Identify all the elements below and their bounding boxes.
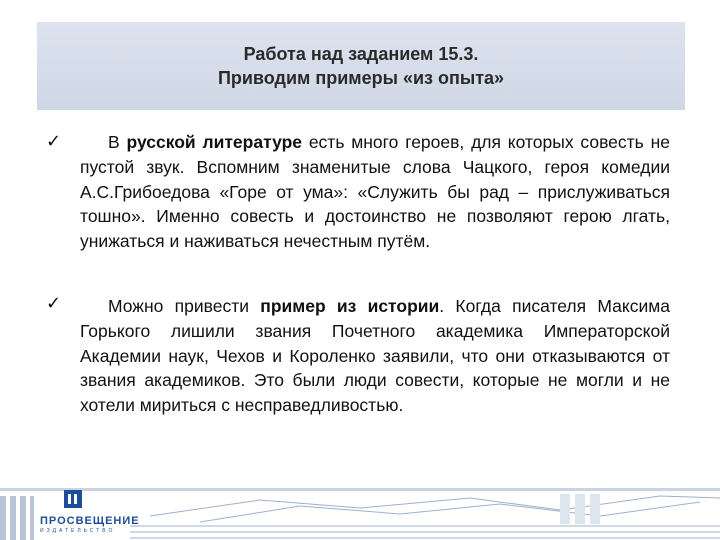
checkmark-icon: ✓	[46, 293, 62, 313]
bullet-rest: есть много героев, для которых совесть не пустой звук. Вспомним знаменитые слова Чацкого, героя комедии А.С.Грибоедова «Горе от ума»: «Служить бы рад – прислуживаться тошно». Именно совесть и достоинство не позволяют герою лгать, унижаться и наживаться нечестным путём.	[80, 132, 670, 252]
bullet-text	[80, 294, 670, 418]
publisher-logo-icon	[64, 490, 82, 508]
title-banner	[37, 22, 685, 110]
slide-title-line-1: Работа над заданием 15.3.	[243, 44, 479, 64]
bullet-emphasis: пример из истории	[260, 296, 440, 316]
publisher-logo-subtext: ИЗДАТЕЛЬСТВО	[40, 528, 116, 534]
checkmark-icon: ✓	[46, 131, 62, 151]
bullet-prefix: Можно привести	[108, 296, 261, 316]
publisher-logo-text: ПРОСВЕЩЕНИЕ	[40, 515, 140, 527]
bullet-emphasis: русской литературе	[126, 132, 303, 152]
bullet-rest: . Когда писателя Максима Горького лишили звания Почетного академика Императорской Академии наук, Чехов и Короленко заявили, что они отказываются от звания академиков. Это были люди совести, которые не могли и не хотели мириться с несправедливостью.	[80, 296, 670, 416]
slide-title-line-2: Приводим примеры «из опыта»	[217, 68, 505, 88]
bullet-text	[80, 130, 670, 254]
bullet-prefix: В	[108, 132, 127, 152]
